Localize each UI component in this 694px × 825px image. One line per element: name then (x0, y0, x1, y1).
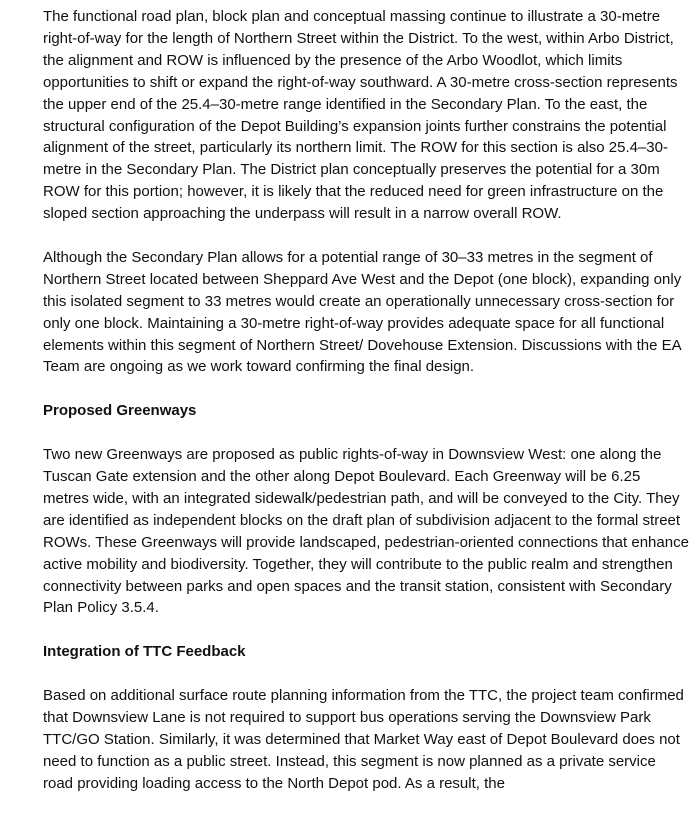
paragraph-ttc-feedback: Based on additional surface route planning information from the TTC, the project team confirmed that Downsview Lane is not required to support bus operations serving the Downsview Park TTC/GO Station. Similarly, it was determined that Market Way east of Depot Boulevard does not need to function as a public street. Instead, this segment is now planned as a private service road providing loading access to the North Depot pod. As a result, the (43, 687, 684, 792)
heading-proposed-greenways: Proposed Greenways (43, 402, 197, 420)
heading-ttc-feedback: Integration of TTC Feedback (43, 643, 246, 661)
paragraph-secondary-plan-range: Although the Secondary Plan allows for a potential range of 30–33 metres in the segment of Northern Street located between Sheppard Ave West and the Depot (one block), expanding only this isolated segment to 33 metres would create an operationally unnecessary cross-section for only one block. Maintaining a 30-metre right-of-way provides adequate space for all functional elements within this segment of Northern Street/ Dovehouse Extension. Discussions with the EA Team are ongoing as we work toward confirming the final design. (43, 248, 682, 376)
paragraph-greenways: Two new Greenways are proposed as public rights-of-way in Downsview West: one along the Tuscan Gate extension and the other along Depot Boulevard. Each Greenway will be 6.25 metres wide, with an integrated sidewalk/pedestrian path, and will be conveyed to the City. They are identified as independent blocks on the draft plan of subdivision adjacent to the formal street ROWs. These Greenways will provide landscaped, pedestrian-oriented connections that enhance active mobility and biodiversity. Together, they will contribute to the public realm and strengthen connectivity between parks and open spaces and the transit station, consistent with Secondary Plan Policy 3.5.4. (43, 446, 689, 617)
paragraph-northern-street-row: The functional road plan, block plan and conceptual massing continue to illustrate a 30-metre right-of-way for the length of Northern Street within the District. To the west, within Arbo District, the alignment and ROW is influenced by the presence of the Arbo Woodlot, which limits opportunities to shift or expand the right-of-way southward. A 30-metre cross-section represents the upper end of the 25.4–30-metre range identified in the Secondary Plan. To the east, the structural configuration of the Depot Building’s expansion joints further constrains the potential alignment of the street, particularly its northern limit. The ROW for this section is also 25.4–30-metre in the Secondary Plan. The District plan conceptually preserves the potential for a 30m ROW for this portion; however, it is likely that the reduced need for green infrastructure on the sloped section approaching the underpass will result in a narrow overall ROW. (43, 8, 678, 223)
document-body (43, 6, 689, 816)
